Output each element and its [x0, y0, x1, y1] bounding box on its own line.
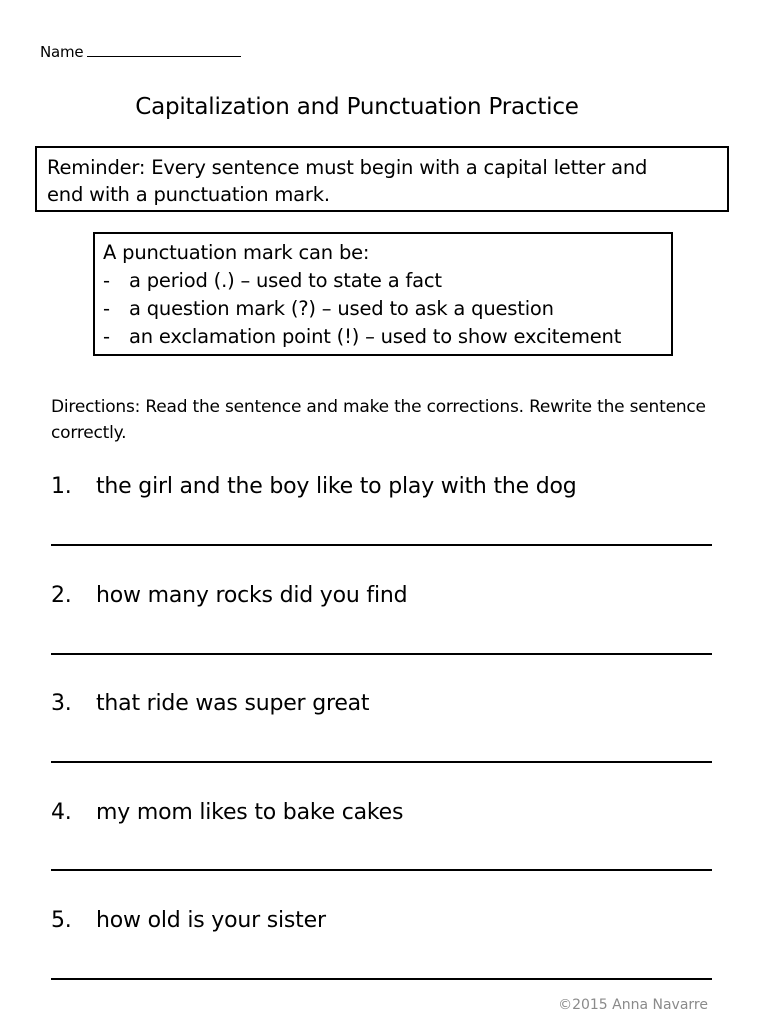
problem-sentence: that ride was super great	[96, 691, 370, 716]
answer-line-2[interactable]	[51, 653, 712, 655]
problem-2	[51, 583, 407, 608]
punctuation-item-text: a question mark (?) – used to ask a question	[129, 297, 554, 320]
reminder-box	[35, 146, 729, 212]
name-blank-line[interactable]	[87, 55, 241, 57]
punctuation-item-exclamation-point	[103, 323, 663, 351]
punctuation-info-box	[93, 232, 673, 356]
problem-number: 3.	[51, 691, 72, 716]
punctuation-item-question-mark	[103, 295, 663, 323]
answer-line-3[interactable]	[51, 761, 712, 763]
problem-sentence: my mom likes to bake cakes	[96, 800, 404, 825]
problem-number: 4.	[51, 800, 72, 825]
problem-number: 2.	[51, 583, 72, 608]
bullet-dash: -	[103, 325, 110, 348]
bullet-dash: -	[103, 269, 110, 292]
answer-line-1[interactable]	[51, 544, 712, 546]
bullet-dash: -	[103, 297, 110, 320]
page-title: Capitalization and Punctuation Practice	[135, 94, 579, 120]
reminder-line-1: Reminder: Every sentence must begin with a capital letter and	[47, 156, 648, 179]
problem-4	[51, 800, 403, 825]
problem-5	[51, 908, 326, 933]
answer-line-4[interactable]	[51, 869, 712, 871]
reminder-line-2: end with a punctuation mark.	[47, 183, 330, 206]
punctuation-info-heading: A punctuation mark can be:	[103, 241, 370, 264]
answer-line-5[interactable]	[51, 978, 712, 980]
problem-1	[51, 474, 577, 499]
problem-sentence: the girl and the boy like to play with the dog	[96, 474, 577, 499]
problem-number: 5.	[51, 908, 72, 933]
copyright-notice: ©2015 Anna Navarre	[558, 997, 708, 1013]
problem-sentence: how old is your sister	[96, 908, 326, 933]
problem-3	[51, 691, 369, 716]
problem-number: 1.	[51, 474, 72, 499]
directions: Directions: Read the sentence and make the corrections. Rewrite the sentence correctly.	[51, 397, 706, 443]
name-label: Name	[40, 43, 84, 61]
punctuation-item-text: an exclamation point (!) – used to show excitement	[129, 325, 622, 348]
punctuation-item-period	[103, 267, 663, 295]
name-field	[40, 43, 241, 61]
punctuation-item-text: a period (.) – used to state a fact	[129, 269, 442, 292]
problem-sentence: how many rocks did you find	[96, 583, 408, 608]
